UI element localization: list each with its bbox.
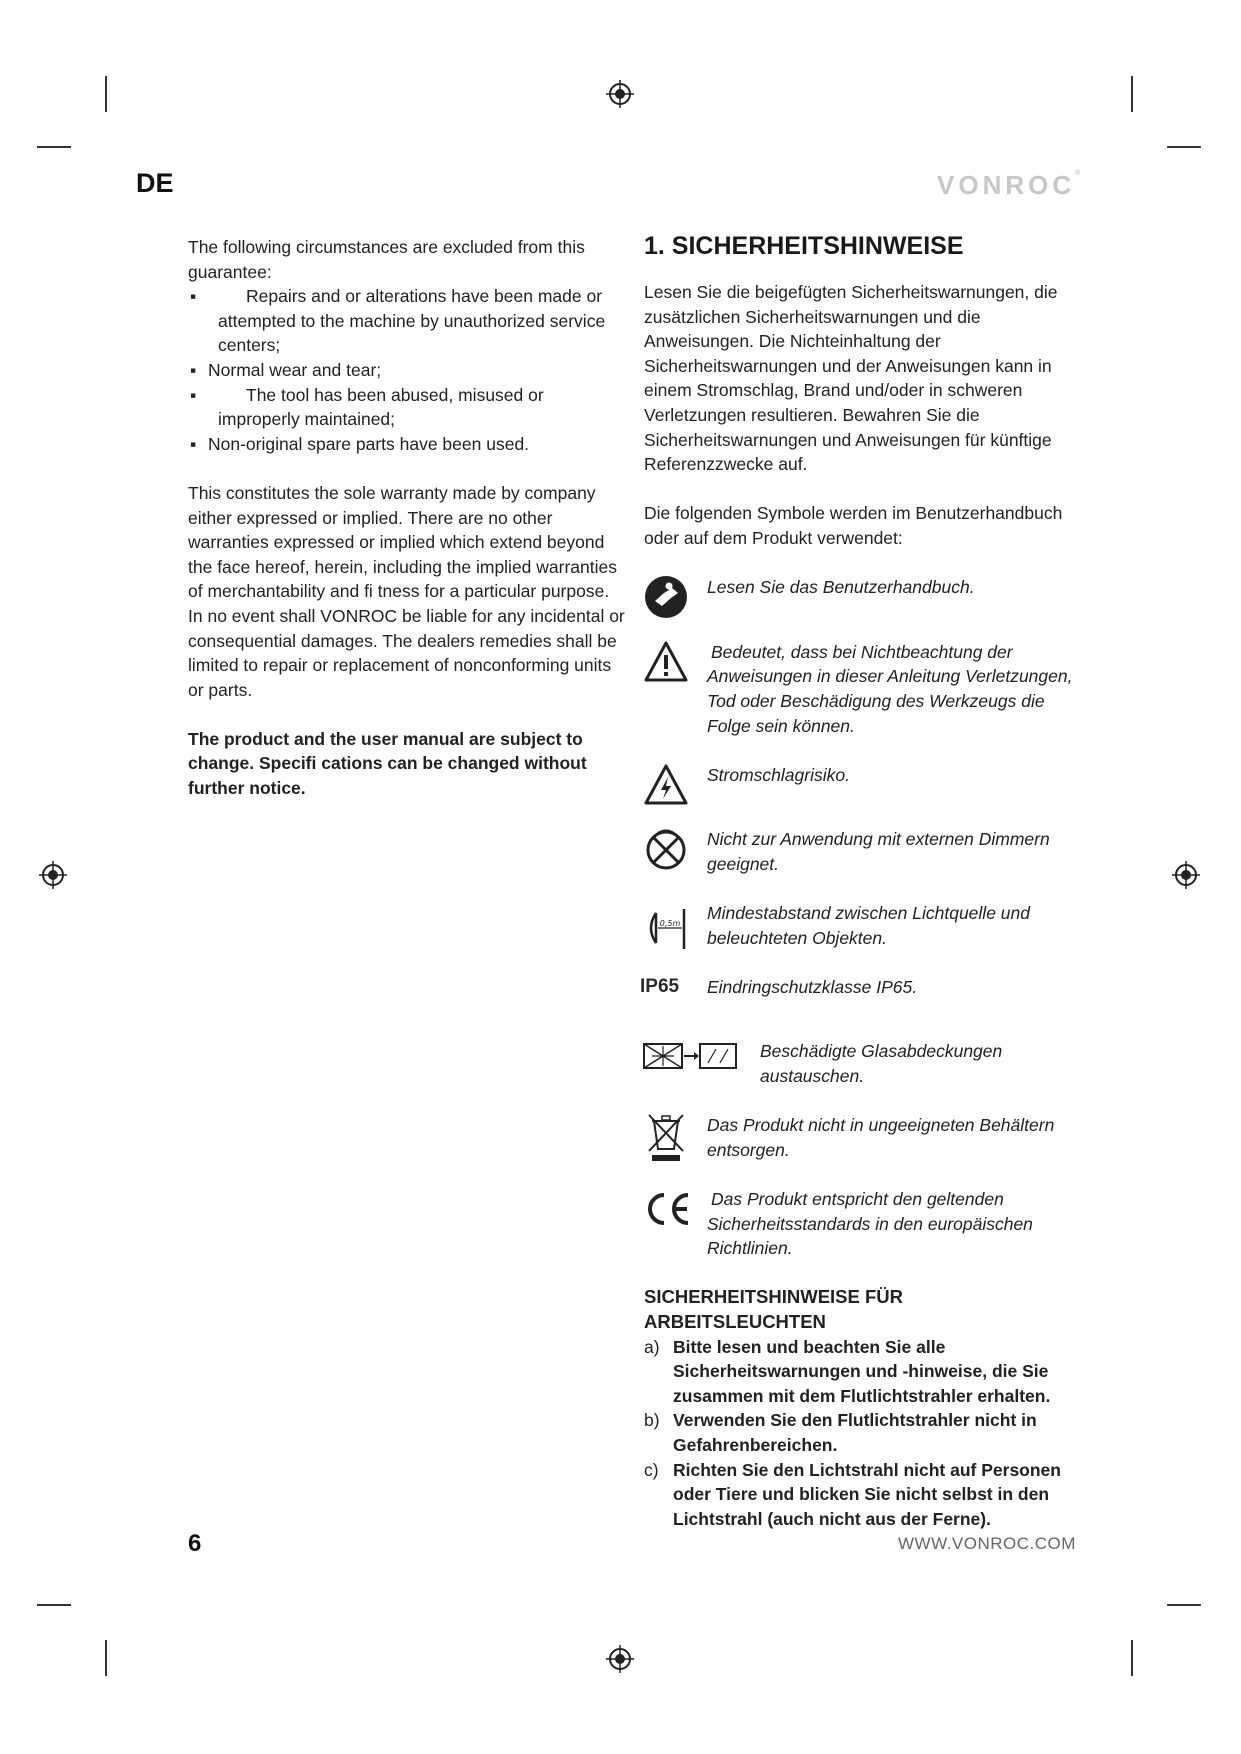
electric-shock-icon (644, 763, 688, 807)
list-item (644, 1335, 1074, 1409)
worklight-safety-list (644, 1335, 1074, 1532)
symbol-row (644, 763, 1074, 803)
symbol-row (640, 975, 1074, 1015)
crop-mark (1131, 1640, 1133, 1676)
symbol-row (644, 1187, 1074, 1261)
change-notice: The product and the user manual are subject to change. Specifi cations can be changed without further notice. (188, 728, 587, 799)
registration-mark-icon (38, 860, 68, 890)
ip65-icon: IP65 (640, 975, 680, 997)
ce-mark-icon (644, 1189, 692, 1229)
guarantee-exclusions-intro: The following circumstances are excluded from this guarantee: (188, 237, 585, 282)
list-item-text: Repairs and or alterations have been made or attempted to the machine by unauthorized service centers; (218, 286, 606, 356)
list-item-text: Verwenden Sie den Flutlichtstrahler nicht in Gefahrenbereichen. (673, 1410, 1037, 1455)
weee-bin-icon (644, 1111, 688, 1163)
list-item-text: The tool has been abused, misused or improperly maintained; (218, 384, 544, 430)
symbol-description: Nicht zur Anwendung mit externen Dimmern geeignet. (707, 829, 1050, 874)
bullet-marker: ▪ (190, 433, 197, 454)
registration-mark-icon (605, 79, 635, 109)
exclusions-list (188, 284, 628, 456)
brand-name: VONROC (937, 170, 1076, 200)
registration-mark-icon (1171, 860, 1201, 890)
symbol-description: Mindestabstand zwischen Lichtquelle und beleuchteten Objekten. (707, 903, 1030, 948)
bullet-marker: ▪ (190, 286, 197, 307)
replace-glass-icon (642, 1041, 738, 1073)
list-marker: c) (644, 1459, 659, 1480)
crop-mark (105, 76, 107, 112)
crop-mark (105, 1640, 107, 1676)
list-item (644, 1458, 1074, 1532)
list-item-text: Bitte lesen und beachten Sie alle Sicherheitswarnungen und -hinweise, die Sie zusammen mit dem Flutlichtstrahler erhalten. (673, 1336, 1051, 1406)
list-item (644, 1408, 1074, 1457)
section-heading: 1. SICHERHEITSHINWEISE (644, 232, 964, 260)
list-item-text: Normal wear and tear; (208, 359, 382, 380)
symbol-description: Eindringschutzklasse IP65. (707, 976, 918, 997)
symbol-description: Das Produkt nicht in ungeeigneten Behältern entsorgen. (707, 1115, 1055, 1160)
min-distance-icon (644, 905, 690, 951)
list-item (188, 432, 628, 457)
brand-logo: VONROC® (937, 170, 1081, 200)
symbols-list (640, 575, 1074, 1261)
bullet-marker: ▪ (190, 359, 197, 380)
symbol-row (644, 1113, 1074, 1162)
symbol-description: Lesen Sie das Benutzerhandbuch. (707, 577, 975, 598)
list-item (188, 284, 628, 358)
symbol-row (644, 827, 1074, 876)
crop-mark (37, 1604, 71, 1606)
list-item-text: Richten Sie den Lichtstrahl nicht auf Personen oder Tiere und blicken Sie nicht selbst in den Lichtstrahl (auch nicht aus der Ferne). (673, 1459, 1061, 1529)
symbol-row (644, 640, 1074, 738)
worklight-heading: SICHERHEITSHINWEISE FÜR ARBEITSLEUCHTEN (644, 1286, 904, 1332)
warning-triangle-icon (644, 640, 688, 684)
list-marker: a) (644, 1336, 660, 1357)
safety-intro: Lesen Sie die beigefügten Sicherheitswarnungen, die zusätzlichen Sicherheitswarnungen und die Anweisungen. Die Nichteinhaltung der Sicherheitswarnungen und der Anweisungen kann in einem Stromschlag, Brand und/oder in schweren Verletzungen resultieren. Bewahren Sie die Sicherheitswarnungen und Anweisungen für künftige Referenzzwecke auf. (644, 282, 1058, 475)
page-number: 6 (188, 1530, 202, 1557)
symbol-row (644, 1039, 1074, 1088)
symbol-row (644, 901, 1074, 950)
list-item (188, 358, 628, 383)
left-column (188, 235, 628, 801)
symbol-description: Stromschlagrisiko. (707, 764, 850, 785)
warranty-paragraph: This constitutes the sole warranty made by company either expressed or implied. There are no other warranties expressed or implied which extend beyond the face hereof, herein, including the implied warranties of merchantability and fi tness for a particular purpose. In no event shall VONROC be liable for any incidental or consequential damages. The dealers remedies shall be limited to repair or replacement of nonconforming units or parts. (188, 482, 625, 700)
registration-mark-icon (605, 1644, 635, 1674)
symbols-intro: Die folgenden Symbole werden im Benutzerhandbuch oder auf dem Produkt verwendet: (644, 503, 1063, 548)
read-manual-icon (644, 575, 688, 619)
crop-mark (37, 146, 71, 148)
website-url: WWW.VONROC.COM (898, 1534, 1076, 1553)
list-marker: b) (644, 1410, 660, 1431)
symbol-description: Das Produkt entspricht den geltenden Sicherheitsstandards in den europäischen Richtlinien. (707, 1189, 1033, 1259)
crop-mark (1167, 1604, 1201, 1606)
crop-mark (1167, 146, 1201, 148)
crop-mark (1131, 76, 1133, 112)
symbol-description: Beschädigte Glasabdeckungen austauschen. (760, 1041, 1003, 1087)
no-dimmer-icon (644, 827, 688, 871)
symbol-description: Bedeutet, dass bei Nichtbeachtung der Anweisungen in dieser Anleitung Verletzungen, Tod oder Beschädigung des Werkzeugs die Folge sein können. (707, 641, 1073, 736)
min-distance-icon-label: 0,5m (659, 919, 681, 929)
list-item-text: Non-original spare parts have been used. (208, 433, 530, 454)
bullet-marker: ▪ (190, 384, 197, 405)
right-column (640, 230, 1074, 1531)
list-item (188, 383, 628, 432)
language-code: DE (136, 168, 174, 198)
symbol-row (644, 575, 1074, 615)
